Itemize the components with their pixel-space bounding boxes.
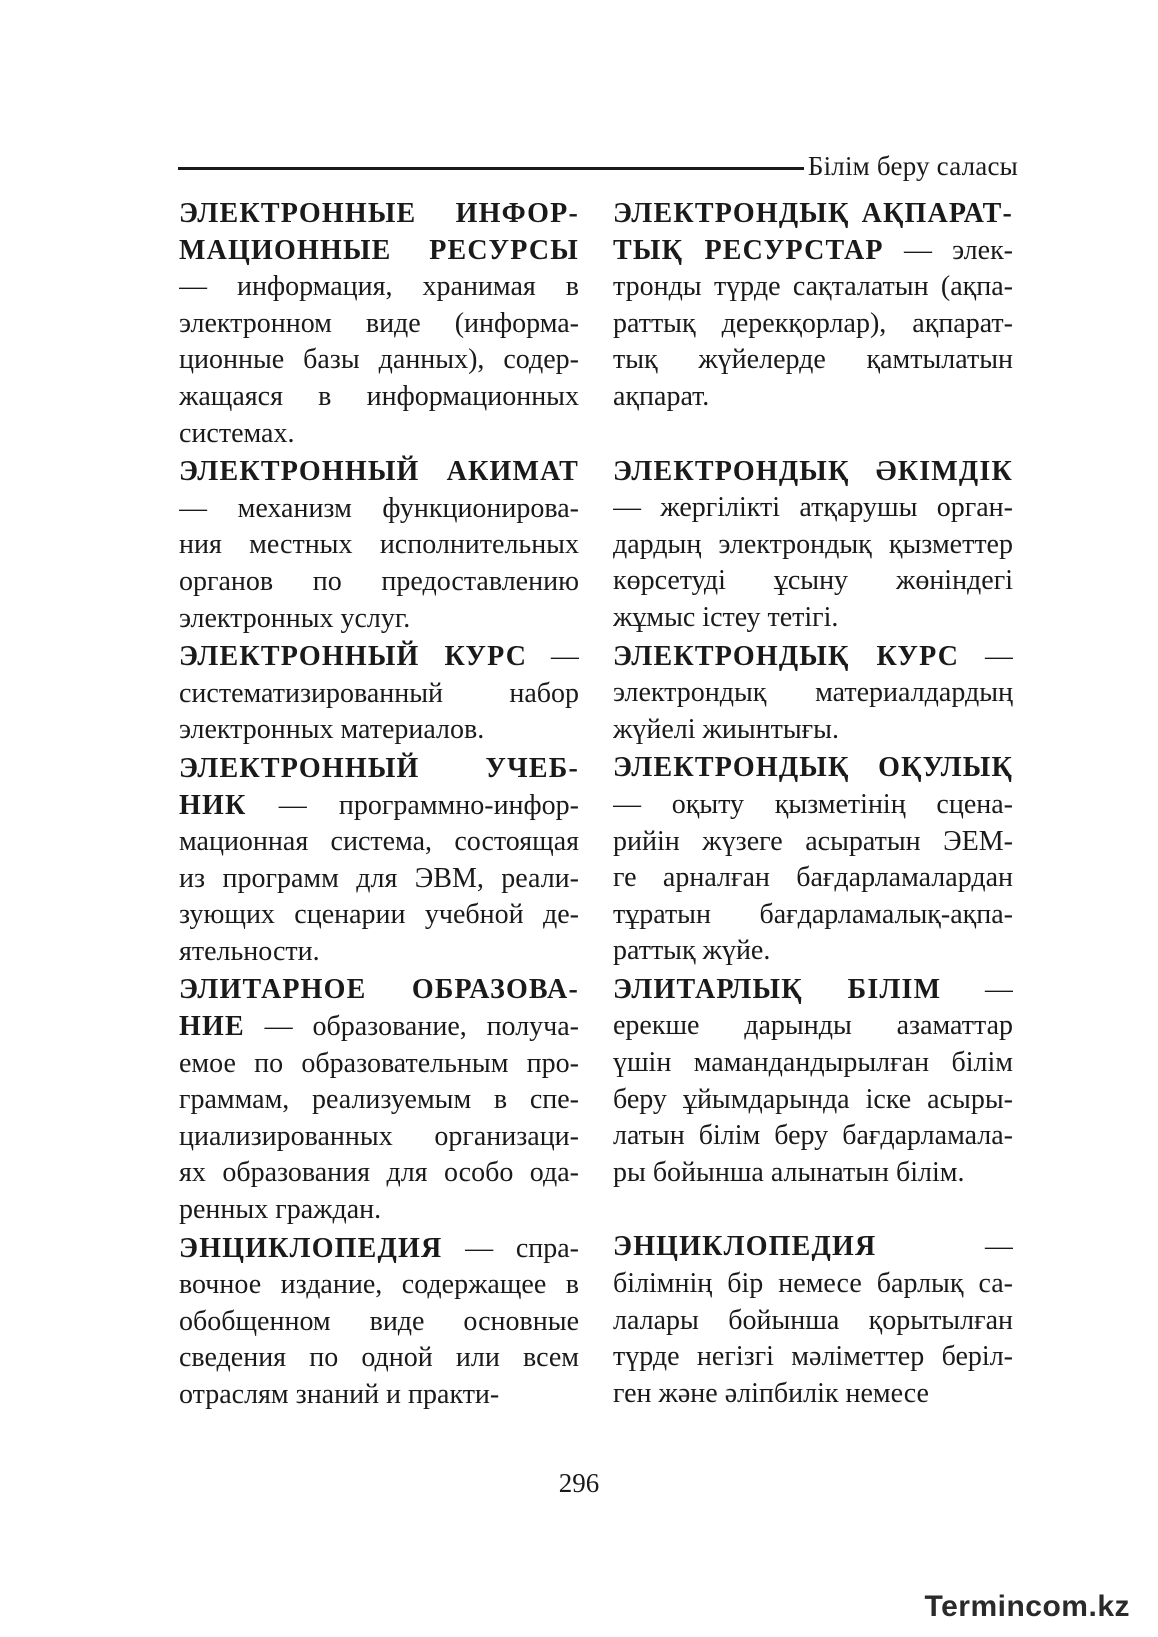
entry-text: системах.: [179, 417, 295, 449]
entry-line: [613, 342, 1013, 379]
entry-text: граммам, реализуемым в спе-: [179, 1084, 579, 1116]
entry-text: жащаяся в информационных: [179, 380, 579, 412]
entry-term: ЭЛИТАРНОЕ ОБРАЗОВА-: [179, 974, 579, 1006]
entry-line: [179, 972, 579, 1009]
entry-text: — механизм функционирова-: [179, 492, 579, 524]
entry-text: ақпарат.: [613, 380, 710, 412]
entry-line: [179, 1231, 579, 1268]
entry-term: ЭЛЕКТРОННЫЙ АКИМАТ: [179, 456, 579, 488]
entry-term: ЭЛИТАРЛЫҚ БІЛІМ: [613, 973, 942, 1005]
entry-line: [179, 1340, 579, 1377]
entry-text: раттық жүйе.: [613, 935, 771, 967]
entry-line: [613, 639, 1013, 676]
entry-line: [613, 196, 1013, 233]
entry-text: ге арналған бағдарламалардан: [613, 862, 1013, 894]
dictionary-entry: [613, 454, 1013, 637]
entry-text: органов по предоставлению: [179, 565, 579, 597]
entry-line: [179, 1155, 579, 1192]
entry-line: [613, 1303, 1013, 1340]
entry-text: систематизированный набор: [179, 677, 579, 709]
entry-text: тұратын бағдарламалық-ақпа-: [613, 898, 1013, 930]
dictionary-entry: [613, 972, 1013, 1192]
entry-line: [179, 1304, 579, 1341]
entry-text: —: [876, 1231, 1013, 1263]
entry-line: [179, 1009, 579, 1046]
page-number: 296: [558, 1468, 600, 1498]
entry-text: тронды түрде сақталатын (ақпа-: [613, 271, 1013, 303]
entry-text: сведения по одной или всем: [179, 1342, 579, 1374]
entry-line: [179, 1267, 579, 1304]
entry-line: [179, 564, 579, 601]
entry-text: жұмыс істеу тетігі.: [613, 601, 839, 633]
entry-text: — образование, получа-: [244, 1011, 579, 1043]
entry-text: электронных материалов.: [179, 714, 485, 746]
dictionary-entry: [179, 972, 579, 1228]
entry-text: беру ұйымдарында іске асыры-: [613, 1083, 1013, 1115]
entry-line: [179, 342, 579, 379]
entry-line: [613, 454, 1013, 491]
entry-line: [613, 600, 1013, 637]
entry-line: [613, 972, 1013, 1009]
entry-term: ЭЛЕКТРОНДЫҚ АҚПАРАТ-: [613, 198, 1013, 229]
entry-term: ЭЛЕКТРОННЫЕ ИНФОР-: [179, 198, 579, 229]
entry-text: ях образования для особо ода-: [179, 1157, 579, 1189]
entry-line: [613, 897, 1013, 934]
entry-text: тық жүйелерде қамтылатын: [613, 344, 1013, 376]
entry-line: [613, 860, 1013, 897]
entry-line: [179, 1377, 579, 1414]
entry-line: [613, 490, 1013, 527]
entry-line: [179, 491, 579, 528]
entry-term: ЭЛЕКТРОНДЫҚ ОҚУЛЫҚ: [613, 752, 1013, 784]
dictionary-entry: [613, 196, 1013, 416]
entry-line: [179, 934, 579, 971]
entry-term: ЭЛЕКТРОНДЫҚ КУРС: [613, 640, 960, 672]
entry-text: отраслям знаний и практи-: [179, 1379, 500, 1410]
entry-line: [613, 787, 1013, 824]
entry-text: — жергілікті атқарушы орган-: [613, 492, 1013, 524]
entry-line: [179, 601, 579, 638]
entry-line: [179, 1046, 579, 1083]
entry-text: циализированных организаци-: [179, 1120, 579, 1152]
entry-text: білімнің бір немесе барлық са-: [613, 1268, 1013, 1300]
entry-text: ген және әліпбилік немесе: [613, 1377, 929, 1409]
entry-line: [179, 824, 579, 861]
entry-line: [613, 675, 1013, 712]
entry-text: жүйелі жиынтығы.: [613, 713, 839, 745]
entry-line: [613, 527, 1013, 564]
entry-text: ния местных исполнительных: [179, 529, 579, 561]
entry-term: НИК: [179, 789, 247, 821]
entry-line: [179, 1119, 579, 1156]
entry-text: — оқыту қызметінің сцена-: [613, 788, 1013, 820]
entry-line: [179, 1082, 579, 1119]
dictionary-entry: [613, 639, 1013, 749]
entry-text: латын білім беру бағдарламала-: [613, 1120, 1013, 1152]
entry-term: ТЫҚ РЕСУРСТАР: [613, 234, 884, 266]
entry-line: [613, 306, 1013, 343]
entry-text: ры бойынша алынатын білім.: [613, 1156, 965, 1188]
left-column-russian: [179, 196, 579, 1436]
entry-text: раттық дерекқорлар), ақпарат-: [613, 307, 1013, 339]
dictionary-entry: [179, 639, 579, 749]
entry-text: лалары бойынша қорытылған: [613, 1304, 1013, 1336]
entry-text: зующих сценарии учебной де-: [179, 899, 579, 931]
entry-text: рийін жүзеге асыратын ЭЕМ-: [613, 825, 1013, 857]
entry-line: [179, 527, 579, 564]
entry-line: [613, 1155, 1013, 1192]
entry-line: [179, 1192, 579, 1229]
entry-term: ЭЛЕКТРОННЫЙ УЧЕБ-: [179, 752, 579, 784]
header-title: Білім беру саласы: [807, 150, 1018, 181]
watermark-logo: [925, 1590, 1131, 1624]
entry-text: емое по образовательным про-: [179, 1047, 579, 1079]
entry-line: [179, 454, 579, 491]
entry-term: ЭЛЕКТРОНДЫҚ ӘКІМДІК: [613, 455, 1013, 487]
entry-term: ЭЛЕКТРОННЫЙ КУРС: [179, 641, 528, 673]
entry-line: [179, 379, 579, 416]
entry-line: [613, 712, 1013, 749]
dictionary-entry: [613, 1229, 1013, 1412]
entry-line: [613, 1339, 1013, 1376]
entry-term: ЭНЦИКЛОПЕДИЯ: [179, 1232, 443, 1264]
watermark-text: Termincom.kz: [924, 1590, 1130, 1623]
entry-text: —: [527, 641, 579, 673]
entry-text: электронных услуг.: [179, 602, 411, 634]
entry-term: МАЦИОННЫЕ РЕСУРСЫ: [179, 234, 579, 266]
entry-text: —: [941, 973, 1013, 1005]
entry-line: [613, 1045, 1013, 1082]
entry-line: [613, 379, 1013, 416]
entry-line: [179, 306, 579, 343]
dictionary-entry: [179, 1231, 579, 1414]
entry-line: [179, 751, 579, 788]
running-header: [178, 148, 1018, 184]
entry-line: [179, 639, 579, 676]
entry-term: ЭНЦИКЛОПЕДИЯ: [613, 1231, 877, 1263]
entry-text: түрде негізгі мәліметтер беріл-: [613, 1341, 1013, 1373]
entry-line: [179, 676, 579, 713]
entry-line: [179, 416, 579, 453]
dictionary-entry: [613, 750, 1013, 970]
header-rule: [178, 167, 804, 170]
entry-line: [179, 897, 579, 934]
dictionary-entry: [179, 751, 579, 971]
entry-line: [613, 563, 1013, 600]
entry-line: [179, 788, 579, 825]
entry-text: ятельности.: [179, 935, 320, 967]
right-column-kazakh: [613, 196, 1013, 1436]
entry-line: [613, 1266, 1013, 1303]
entry-text: из программ для ЭВМ, реали-: [179, 862, 579, 894]
entry-text: вочное издание, содержащее в: [179, 1269, 579, 1301]
entry-line: [179, 861, 579, 898]
dictionary-entry: [179, 454, 579, 637]
entry-text: үшін мамандандырылған білім: [613, 1047, 1013, 1079]
entry-text: электрондық материалдардың: [613, 677, 1013, 709]
entry-line: [179, 269, 579, 306]
entry-text: мационная система, состоящая: [179, 826, 579, 858]
entry-line: [179, 196, 579, 233]
dictionary-entry: [179, 196, 579, 452]
entry-line: [613, 1082, 1013, 1119]
entry-line: [613, 824, 1013, 861]
entry-line: [179, 712, 579, 749]
entry-term: НИЕ: [179, 1011, 245, 1043]
entry-line: [613, 1118, 1013, 1155]
entry-text: —: [959, 640, 1013, 672]
entry-line: [613, 1008, 1013, 1045]
entry-line: [613, 1229, 1013, 1266]
entry-text: электронном виде (информа-: [179, 307, 579, 339]
entry-line: [613, 1376, 1013, 1413]
entry-text: ренных граждан.: [179, 1194, 382, 1226]
entry-text: дардың электрондық қызметтер: [613, 528, 1013, 560]
entry-line: [613, 269, 1013, 306]
entry-text: ционные базы данных), содер-: [179, 344, 579, 376]
entry-text: ерекше дарынды азаматтар: [613, 1010, 1013, 1042]
entry-text: көрсетуді ұсыну жөніндегі: [613, 565, 1013, 597]
entry-line: [613, 233, 1013, 270]
entry-text: — элек-: [883, 234, 1013, 266]
entry-text: — спра-: [442, 1232, 579, 1264]
entry-line: [613, 750, 1013, 787]
entry-line: [613, 933, 1013, 970]
entry-line: [179, 233, 579, 270]
entry-text: — информация, хранимая в: [179, 271, 579, 303]
entry-text: обобщенном виде основные: [179, 1305, 579, 1337]
entry-text: — программно-инфор-: [246, 789, 579, 821]
